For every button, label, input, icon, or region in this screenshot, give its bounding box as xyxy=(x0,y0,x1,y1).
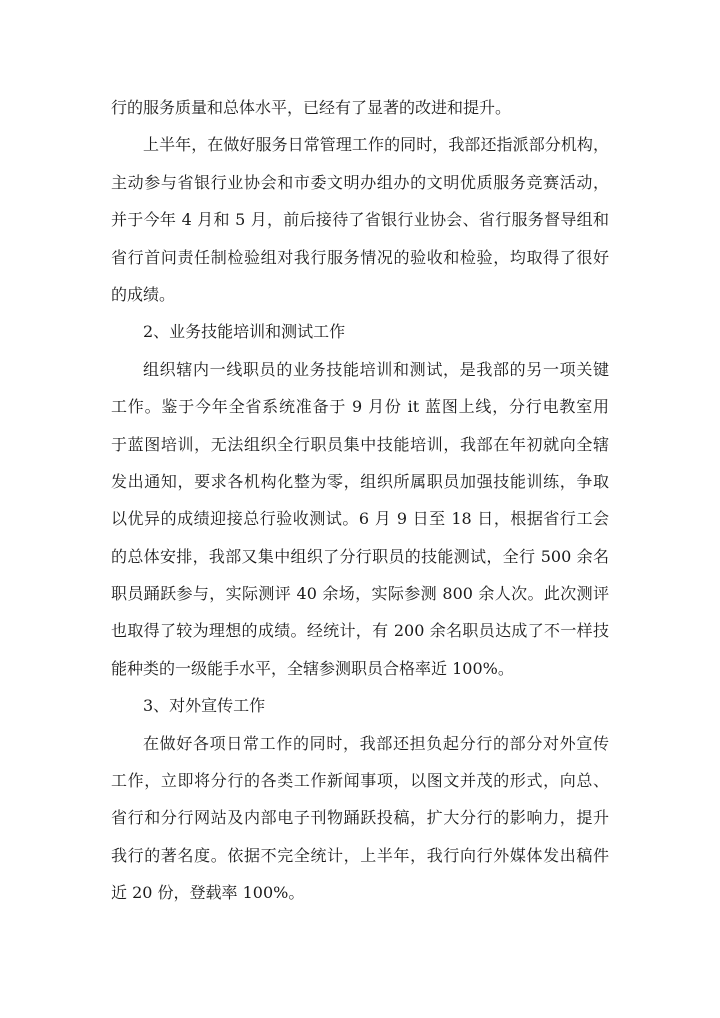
paragraph-line: 工作。鉴于今年全省系统准备于 9 月份 it 蓝图上线，分行电教室用 xyxy=(111,397,609,417)
paragraph-line: 工作，立即将分行的各类工作新闻事项，以图文并茂的形式，向总、 xyxy=(111,771,609,791)
section-heading: 3、对外宣传工作 xyxy=(143,696,266,716)
paragraph-line: 主动参与省银行业协会和市委文明办组办的文明优质服务竞赛活动， xyxy=(111,172,609,192)
paragraph-line: 并于今年 4 月和 5 月，前后接待了省银行业协会、省行服务督导组和 xyxy=(111,210,609,230)
paragraph-line: 在做好各项日常工作的同时，我部还担负起分行的部分对外宣传 xyxy=(143,733,609,753)
paragraph-line: 行的服务质量和总体水平，已经有了显著的改进和提升。 xyxy=(111,98,512,117)
paragraph-line: 省行和分行网站及内部电子刊物踊跃投稿，扩大分行的影响力，提升 xyxy=(111,808,609,828)
paragraph-line: 的总体安排，我部又集中组织了分行职员的技能测试，全行 500 余名 xyxy=(111,546,609,566)
paragraph-line: 组织辖内一线职员的业务技能培训和测试，是我部的另一项关键 xyxy=(143,359,609,379)
paragraph-line: 于蓝图培训，无法组织全行职员集中技能培训，我部在年初就向全辖 xyxy=(111,434,609,454)
paragraph-line: 以优异的成绩迎接总行验收测试。6 月 9 日至 18 日，根据省行工会 xyxy=(111,509,609,529)
paragraph-line: 职员踊跃参与，实际测评 40 余场，实际参测 800 余人次。此次测评 xyxy=(111,584,609,604)
section-heading: 2、业务技能培训和测试工作 xyxy=(143,322,346,342)
paragraph-line: 我行的著名度。依据不完全统计，上半年，我行向行外媒体发出稿件 xyxy=(111,845,609,865)
paragraph-line: 上半年，在做好服务日常管理工作的同时，我部还指派部分机构， xyxy=(143,135,609,155)
paragraph-line: 省行首问责任制检验组对我行服务情况的验收和检验，均取得了很好 xyxy=(111,247,609,267)
paragraph-line: 的成绩。 xyxy=(111,284,176,304)
paragraph-line: 也取得了较为理想的成绩。经统计，有 200 余名职员达成了不一样技 xyxy=(111,621,609,641)
paragraph-line: 能种类的一级能手水平，全辖参测职员合格率近 100%。 xyxy=(111,658,514,678)
paragraph-line: 近 20 份，登载率 100%。 xyxy=(111,883,305,903)
paragraph-line: 发出通知，要求各机构化整为零，组织所属职员加强技能训练，争取 xyxy=(111,471,609,491)
